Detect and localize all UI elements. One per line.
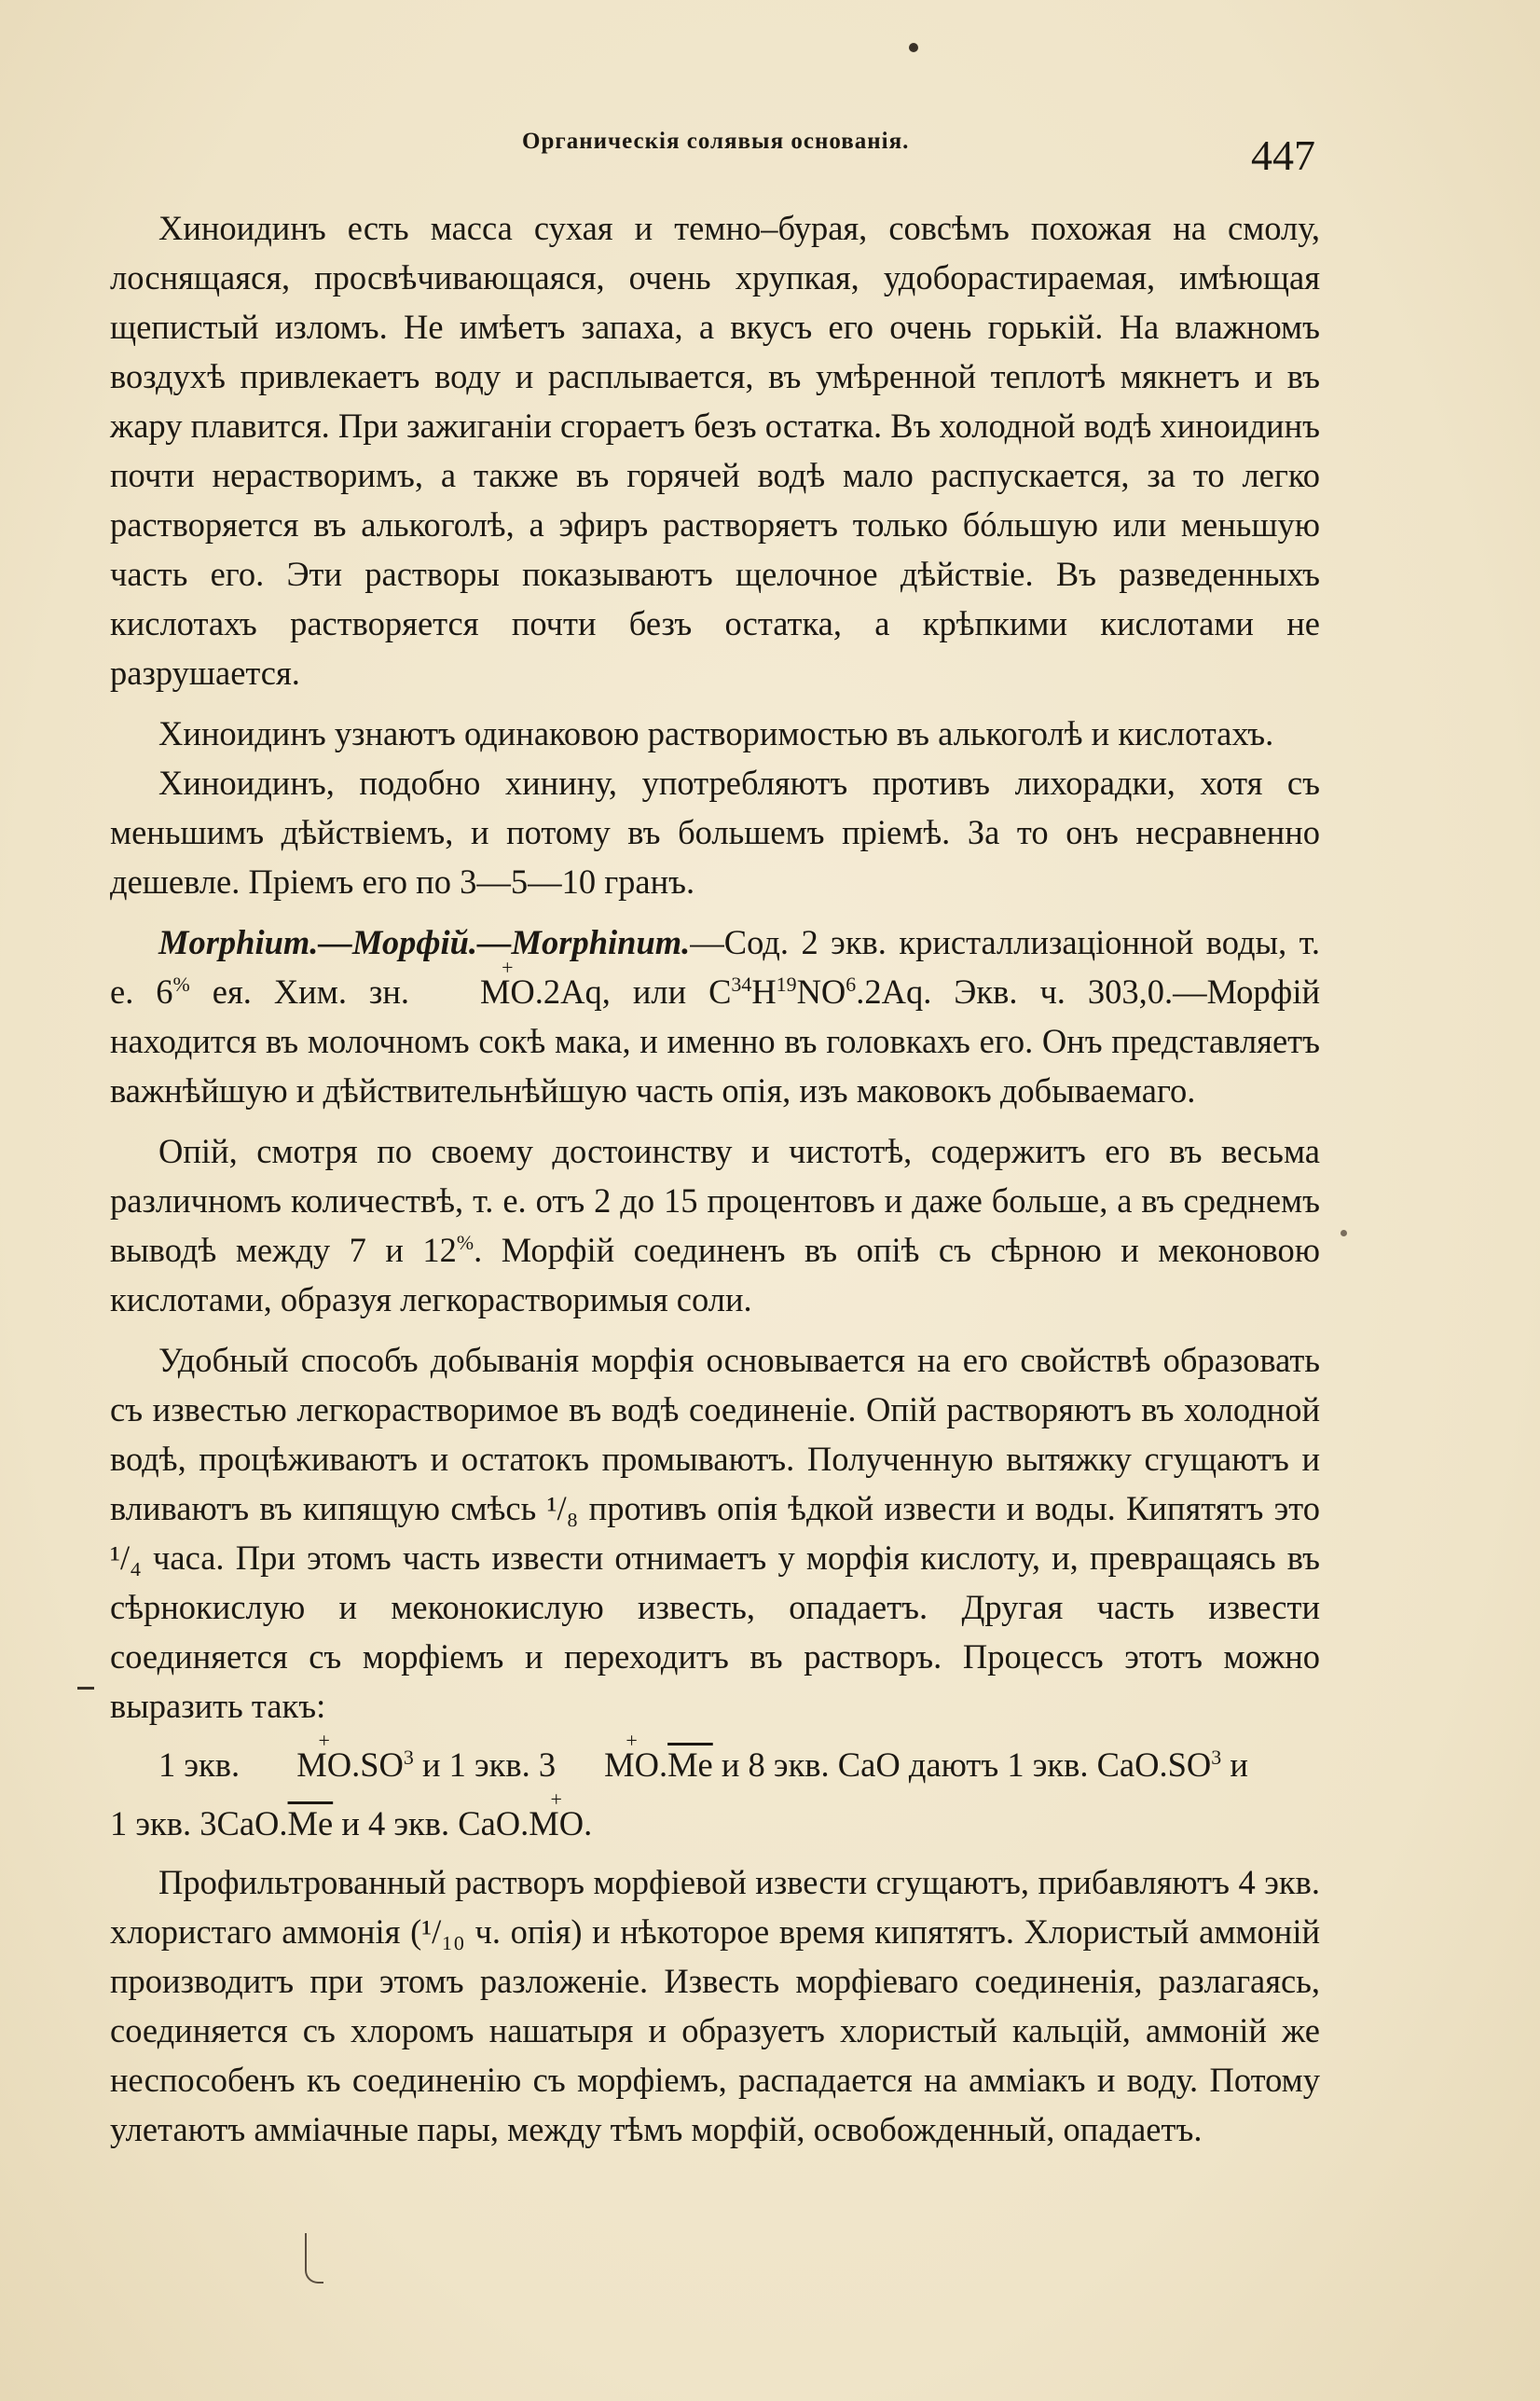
morphine-names: Morphium.—Морфій.—Morphinum. <box>158 923 691 961</box>
fraction-one-eighth: ¹/₈ <box>546 1489 579 1527</box>
margin-dot <box>1341 1230 1347 1236</box>
paragraph-opium: Опій, смотря по своему достоинству и чистотѣ, содержитъ его въ весьма различномъ количествѣ, т. е. отъ 2 до 15 процентовъ и даже больше, а въ среднемъ выводѣ между 7 и 12%. Морфій соединенъ въ опіѣ съ сѣрною и меконовою кислотами, образуя легкорастворимыя соли. <box>110 1132 1320 1318</box>
fraction-one-quarter: ¹/₄ <box>110 1539 142 1577</box>
paragraph-extraction-method: Удобный способъ добыванія морфія основывается на его свойствѣ образовать съ известью легкорастворимое въ водѣ соединеніе. Опій растворяютъ въ холодной водѣ, процѣживаютъ и остатокъ промываютъ. Полученную вытяжку сгущаютъ и вливаютъ въ кипящую смѣсь ¹/₈ противъ опія ѣдкой извести и воды. Кипятятъ это ¹/₄ часа. При этомъ часть извести отнимаетъ у морфія кислоту, и, превращаясь въ сѣрнокислую и меконокислую известь, опадаетъ. Другая часть извести соединяется съ морфіемъ и переходитъ въ растворъ. Процессъ этотъ можно выразить такъ: <box>110 1341 1320 1725</box>
margin-mark <box>77 1687 94 1690</box>
paragraph-quinoidine-identification: Хиноидинъ узнаютъ одинаковою растворимостью въ алькоголѣ и кислотахъ. <box>158 714 1274 752</box>
page-number: 447 <box>1251 131 1315 179</box>
paragraph-morphine: Morphium.—Морфій.—Morphinum.—Сод. 2 экв. кристаллизаціонной воды, т. е. 6% ея. Хим. зн. + MO.2Aq, или $C^{34}H^{19}NO^6.2Aq$. Экв. ч. 303,0.—Морфій находится въ молочномъ сокѣ мака, и именно въ головкахъ его. Онъ представляетъ важнѣйшую и дѣйствительнѣйшую часть опія, изъ маковокъ добываемаго. <box>110 918 1320 1115</box>
morphine-symbol: + MO <box>432 967 535 1016</box>
fraction-one-tenth: ¹/₁₀ <box>421 1912 465 1951</box>
ink-dot <box>909 43 918 52</box>
paragraph-quinoidine-use: Хиноидинъ, подобно хинину, употребляютъ противъ лихорадки, хотя съ меньшимъ дѣйствіемъ, и потому въ большемъ пріемѣ. За то онъ несравненно дешевле. Пріемъ его по 3—5—10 гранъ. <box>110 764 1320 901</box>
running-head: Органическія солявыя основанія. <box>522 129 910 154</box>
reaction-formula-line-2: 1 экв. $3CaO.\overline{Me}$ и 4 экв. CaO.+ MO. <box>110 1799 1320 1848</box>
paragraph-ammonium-step: Профильтрованный растворъ морфіевой извести сгущаютъ, прибавляютъ 4 экв. хлористаго аммонія (¹/₁₀ ч. опія) и нѣкоторое время кипятятъ. Хлористый аммоній производитъ при этомъ разложеніе. Известь морфіеваго соединенія, разлагаясь, соединяется съ хлоромъ нашатыря и образуетъ хлористый кальцій, аммоній же неспособенъ къ соединенію съ морфіемъ, распадается на амміакъ и воду. Потому улетаютъ амміачные пары, между тѣмъ морфій, освобожденный, опадаетъ. <box>110 1863 1320 2148</box>
reaction-formula-line-1: 1 экв. + $MO.SO^3$ и 1 экв. $3 + MO.\overline{Me}$ и 8 экв. CaO даютъ 1 экв. $CaO.SO^3$ и <box>110 1740 1320 1789</box>
body-text <box>110 203 1320 2165</box>
paragraph-quinoidine-properties: Хиноидинъ есть масса сухая и темно–бурая, совсѣмъ похожая на смолу, лоснящаяся, просвѣчивающаяся, очень хрупкая, удоборастираемая, имѣющая щепистый изломъ. Не имѣетъ запаха, а вкусъ его очень горькій. На влажномъ воздухѣ привлекаетъ воду и расплывается, въ умѣренной теплотѣ мякнетъ и въ жару плавится. При зажиганіи сгораетъ безъ остатка. Въ холодной водѣ хиноидинъ почти нерастворимъ, а также въ горячей водѣ мало распускается, за то легко растворяется въ алькоголѣ, а эфиръ растворяетъ только бóльшую или меньшую часть его. Эти растворы показываютъ щелочное дѣйствіе. Въ разведенныхъ кислотахъ растворяется почти безъ остатка, а крѣпкими кислотами не разрушается. <box>110 209 1320 692</box>
pen-mark <box>305 2233 323 2284</box>
